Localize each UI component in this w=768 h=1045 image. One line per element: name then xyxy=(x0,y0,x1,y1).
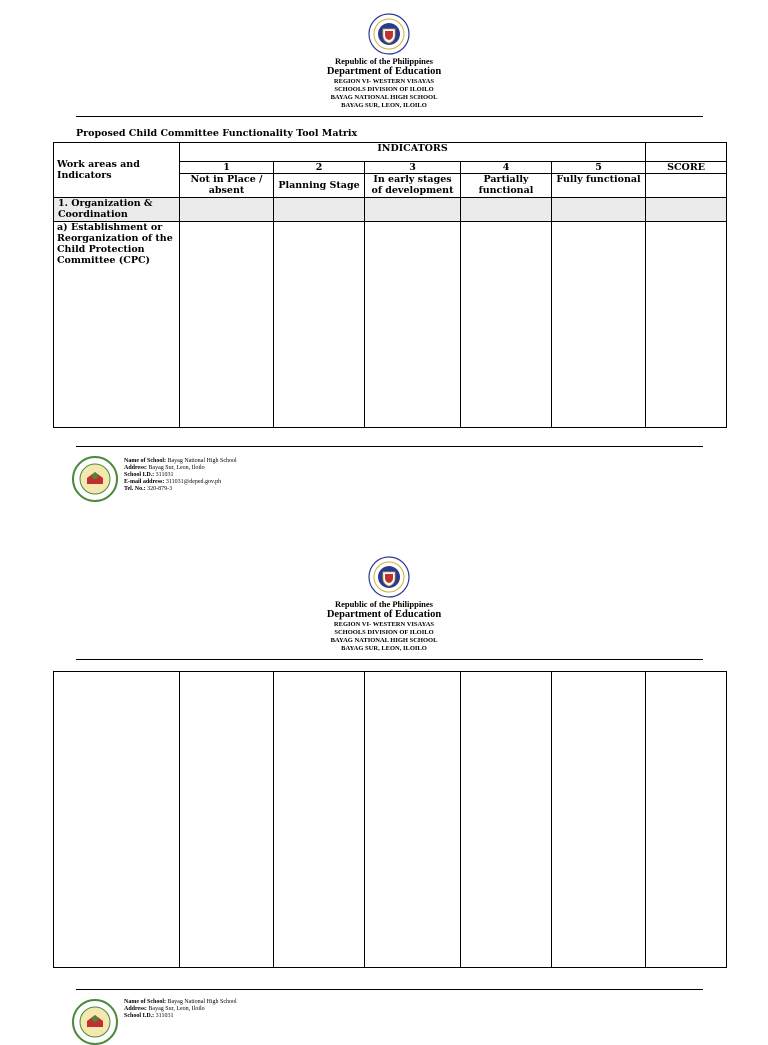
school-contact-info: Name of School: Bayag National High School Address: Bayag Sur, Leon, Iloilo School I.D.: 311031 E-mail address: 311031@deped.gov.ph Tel. No.: 320-879-3 xyxy=(124,458,237,492)
section-1-cell xyxy=(646,198,727,222)
functionality-matrix-continuation xyxy=(53,671,727,968)
continuation-cell xyxy=(461,672,552,968)
level-3-label: In early stages of development xyxy=(365,174,461,198)
header-division: SCHOOLS DIVISION OF ILOILO xyxy=(334,629,434,636)
header-address: BAYAG SUR, LEON, ILOILO xyxy=(341,645,427,652)
header-department: Department of Education xyxy=(326,609,442,620)
header-divider xyxy=(76,116,703,117)
level-1-number: 1 xyxy=(180,162,274,174)
level-4-label: Partially functional xyxy=(461,174,552,198)
item-a-cell xyxy=(365,222,461,428)
header-division: SCHOOLS DIVISION OF ILOILO xyxy=(334,86,434,93)
section-1-cell xyxy=(365,198,461,222)
header-school: BAYAG NATIONAL HIGH SCHOOL xyxy=(330,637,438,644)
section-1-cell xyxy=(274,198,365,222)
header-region: REGION VI- WESTERN VISAYAS xyxy=(333,621,435,628)
school-logo xyxy=(72,456,118,502)
score-label-cell xyxy=(646,174,727,198)
deped-seal xyxy=(368,13,410,55)
section-1-cell xyxy=(180,198,274,222)
level-4-number: 4 xyxy=(461,162,552,174)
header-address: BAYAG SUR, LEON, ILOILO xyxy=(341,102,427,109)
school-contact-info: Name of School: Bayag National High School Address: Bayag Sur, Leon, Iloilo School I.D.: 311031 xyxy=(124,999,237,1019)
school-logo xyxy=(72,999,118,1045)
header-region: REGION VI- WESTERN VISAYAS xyxy=(333,78,435,85)
continuation-cell xyxy=(552,672,646,968)
continuation-cell xyxy=(646,672,727,968)
item-a-cell xyxy=(646,222,727,428)
score-header: SCORE xyxy=(646,162,727,174)
matrix-title: Proposed Child Committee Functionality Tool Matrix xyxy=(76,128,358,139)
footer-divider xyxy=(76,446,703,447)
section-1-cell xyxy=(552,198,646,222)
item-a-cell xyxy=(274,222,365,428)
continuation-cell xyxy=(54,672,180,968)
item-a-label: a) Establishment or Reorganization of the Child Protection Committee (CPC) xyxy=(54,222,180,428)
header-republic: Republic of the Philippines xyxy=(334,56,433,66)
header-department: Department of Education xyxy=(326,66,442,77)
item-a-cell xyxy=(552,222,646,428)
header-divider xyxy=(76,659,703,660)
item-a-cell xyxy=(461,222,552,428)
continuation-cell xyxy=(180,672,274,968)
continuation-cell xyxy=(365,672,461,968)
level-5-number: 5 xyxy=(552,162,646,174)
level-2-number: 2 xyxy=(274,162,365,174)
score-header-top xyxy=(646,143,727,162)
functionality-matrix-table xyxy=(53,142,727,428)
level-5-label: Fully functional xyxy=(552,174,646,198)
header-school: BAYAG NATIONAL HIGH SCHOOL xyxy=(330,94,438,101)
section-1-label: 1. Organization & Coordination xyxy=(54,198,180,222)
work-areas-header: Work areas and Indicators xyxy=(54,143,180,198)
item-a-cell xyxy=(180,222,274,428)
footer-divider xyxy=(76,989,703,990)
level-2-label: Planning Stage xyxy=(274,174,365,198)
continuation-cell xyxy=(274,672,365,968)
section-1-cell xyxy=(461,198,552,222)
header-republic: Republic of the Philippines xyxy=(334,599,433,609)
level-3-number: 3 xyxy=(365,162,461,174)
indicators-header: INDICATORS xyxy=(180,143,646,162)
deped-seal xyxy=(368,556,410,598)
level-1-label: Not in Place / absent xyxy=(180,174,274,198)
